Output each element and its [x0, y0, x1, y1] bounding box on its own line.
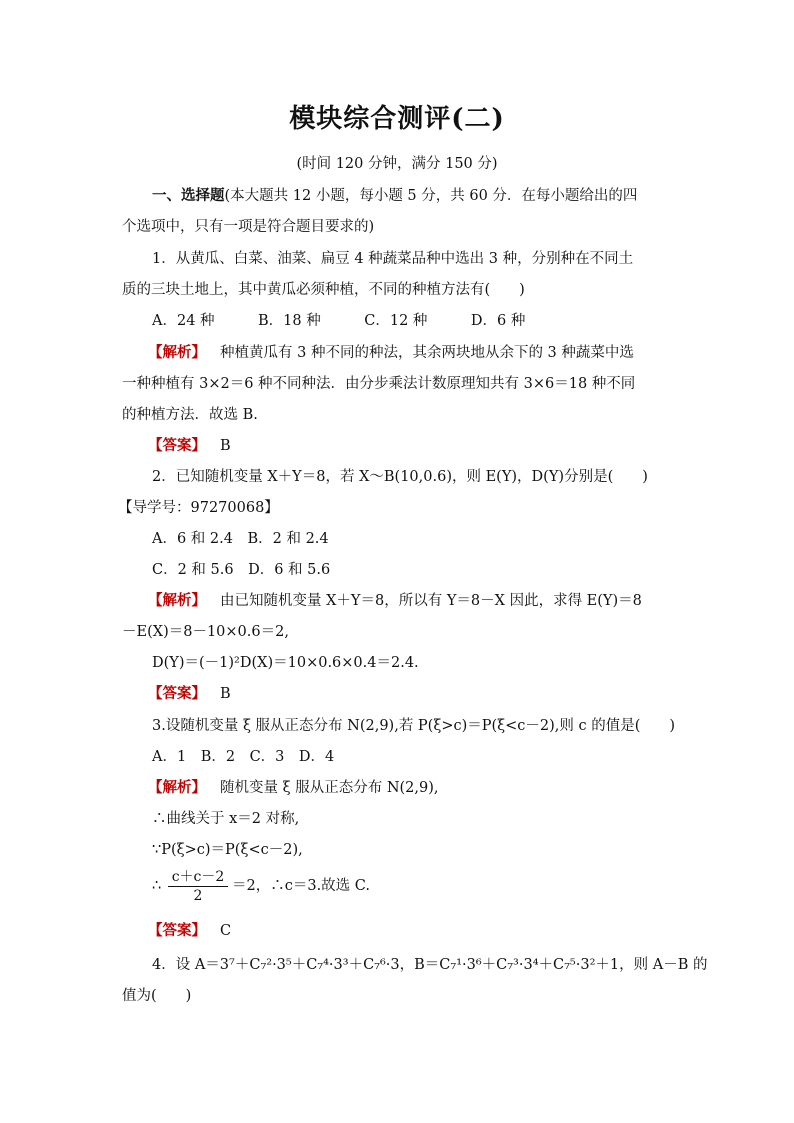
q1-answer-tag: 【答案】 — [148, 437, 206, 454]
q2-answer: B — [220, 686, 231, 702]
q1-analysis-line1 — [148, 343, 634, 363]
exam-time-note: (时间 120 分钟，满分 150 分) — [296, 156, 498, 172]
q3-therefore-symbol: ∴ — [152, 878, 162, 894]
q3-options: A．1 B．2 C．3 D．4 — [152, 749, 335, 765]
q2-analysis-tag: 【解析】 — [148, 592, 206, 609]
q3-fraction — [166, 866, 230, 906]
q2-options-1: A．6 和 2.4 B．2 和 2.4 — [152, 531, 329, 547]
q1-analysis-text1: 种植黄瓜有 3 种不同的种法，其余两块地从余下的 3 种蔬菜中选 — [220, 345, 634, 361]
q1-answer-line — [148, 436, 231, 456]
q2-stem-line1: 2．已知随机变量 X＋Y＝8，若 X～B(10,0.6)，则 E(Y)，D(Y)分别是( ) — [152, 469, 648, 485]
q2-options-2: C．2 和 5.6 D．6 和 5.6 — [152, 562, 331, 578]
q3-answer-tag: 【答案】 — [148, 922, 206, 939]
q3-analysis-line3: ∵P(ξ>c)＝P(ξ<c－2), — [152, 842, 303, 858]
q4-stem-line1: 4．设 A＝3⁷＋C₇²·3⁵＋C₇⁴·3³＋C₇⁶·3，B＝C₇¹·3⁶＋C₇³·3⁴＋C₇⁵·3²＋1，则 A－B 的 — [152, 957, 708, 973]
q2-answer-tag: 【答案】 — [148, 685, 206, 702]
q2-analysis-line1 — [148, 591, 642, 611]
q1-analysis-line3: 的种植方法．故选 B. — [122, 407, 258, 423]
section-intro-1: (本大题共 12 小题，每小题 5 分，共 60 分．在每小题给出的四 — [224, 188, 638, 204]
q1-answer: B — [220, 438, 231, 454]
q2-guide-number: 【导学号：97270068】 — [118, 500, 279, 516]
q1-analysis-line2: 一种种植有 3×2＝6 种不同种法．由分步乘法计数原理知共有 3×6＝18 种不同 — [122, 376, 636, 392]
section-intro-2: 个选项中，只有一项是符合题目要求的) — [122, 219, 375, 235]
section-heading-line — [152, 186, 637, 206]
q3-analysis-tag: 【解析】 — [148, 779, 206, 796]
q3-analysis-line2: ∴曲线关于 x＝2 对称, — [152, 811, 300, 827]
q3-stem-line1: 3.设随机变量 ξ 服从正态分布 N(2,9),若 P(ξ>c)＝P(ξ<c－2),则 c 的值是( ) — [152, 718, 676, 734]
q2-analysis-text1: 由已知随机变量 X＋Y＝8，所以有 Y＝8－X 因此，求得 E(Y)＝8 — [220, 593, 642, 609]
q3-analysis-line1 — [148, 778, 438, 798]
q3-analysis-line4: ＝2，∴c＝3.故选 C. — [232, 878, 370, 894]
q2-answer-line — [148, 684, 231, 704]
q3-answer-line — [148, 921, 231, 941]
q3-fraction-bar — [168, 886, 228, 887]
q3-fraction-numerator: c＋c－2 — [171, 869, 225, 885]
q3-fraction-denominator: 2 — [193, 888, 203, 904]
q3-answer: C — [220, 923, 232, 939]
page-title: 模块综合测评(二) — [289, 104, 505, 134]
q1-analysis-tag: 【解析】 — [148, 344, 206, 361]
q1-stem-line1: 1．从黄瓜、白菜、油菜、扁豆 4 种蔬菜品种中选出 3 种，分别种在不同土 — [152, 251, 634, 267]
q2-analysis-line3: D(Y)＝(－1)²D(X)＝10×0.6×0.4＝2.4. — [152, 655, 419, 671]
q1-options: A．24 种 B．18 种 C．12 种 D．6 种 — [152, 313, 526, 329]
q3-analysis-text1: 随机变量 ξ 服从正态分布 N(2,9), — [220, 780, 439, 796]
q4-stem-line2: 值为( ) — [122, 988, 192, 1004]
section-heading: 一、选择题 — [152, 187, 225, 204]
q2-analysis-line2: －E(X)＝8－10×0.6＝2, — [122, 624, 289, 640]
q1-stem-line2: 质的三块土地上，其中黄瓜必须种植，不同的种植方法有( ) — [122, 282, 525, 298]
